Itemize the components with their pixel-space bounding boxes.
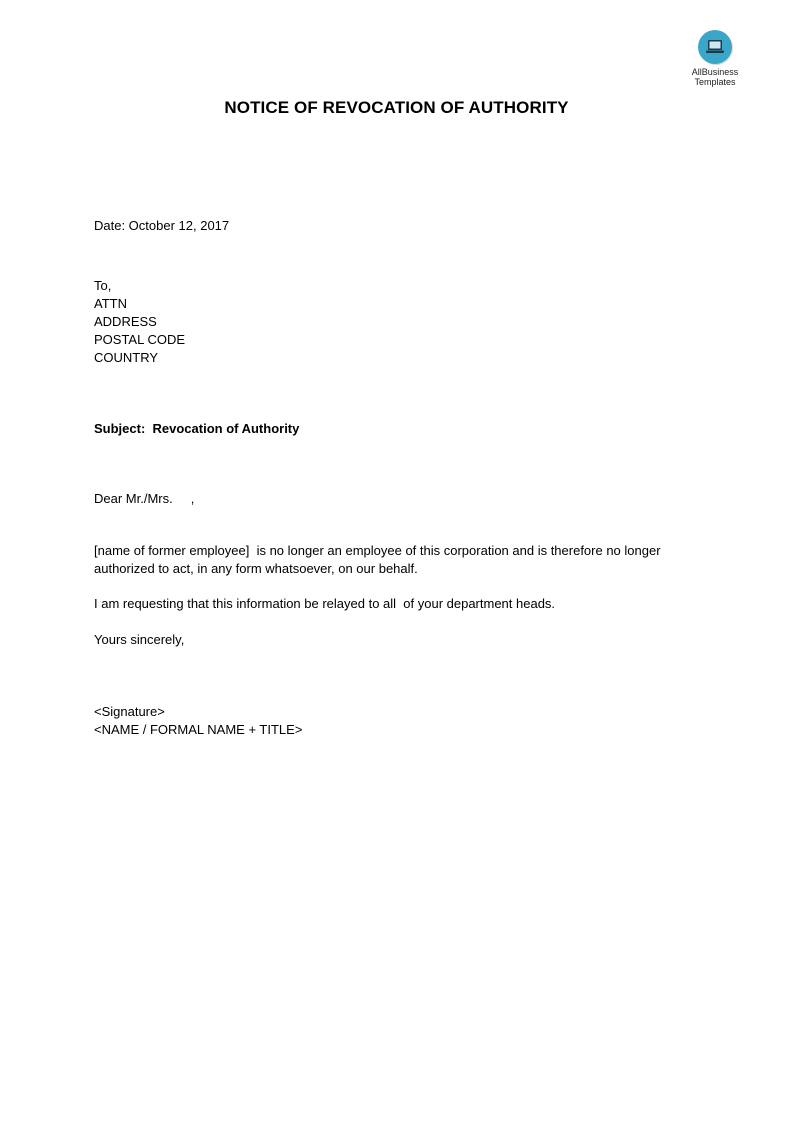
recipient-postal-code: POSTAL CODE bbox=[94, 332, 186, 347]
recipient-address: ADDRESS bbox=[94, 314, 157, 329]
logo-text-line2: Templates bbox=[694, 77, 736, 87]
salutation: Dear Mr./Mrs. , bbox=[94, 491, 195, 506]
body-paragraph-1-line-1: [name of former employee] is no longer an employee of this corporation and is therefore no longer bbox=[94, 543, 661, 558]
date-line: Date: October 12, 2017 bbox=[94, 218, 230, 233]
subject-line: Subject: Revocation of Authority bbox=[94, 421, 300, 436]
logo-text bbox=[684, 67, 746, 87]
recipient-to: To, bbox=[94, 278, 112, 293]
logo-circle bbox=[698, 30, 732, 64]
body-paragraph-2: I am requesting that this information be relayed to all of your department heads. bbox=[94, 596, 556, 611]
allbusiness-templates-logo bbox=[684, 30, 746, 87]
recipient-country: COUNTRY bbox=[94, 350, 159, 365]
signature-placeholder: <Signature> bbox=[94, 704, 165, 719]
logo-text-line1: AllBusiness bbox=[691, 67, 739, 77]
name-title-placeholder: <NAME / FORMAL NAME + TITLE> bbox=[94, 722, 303, 737]
body-paragraph-1-line-2: authorized to act, in any form whatsoever, on our behalf. bbox=[94, 561, 418, 576]
laptop-icon bbox=[705, 39, 725, 55]
document-title: NOTICE OF REVOCATION OF AUTHORITY bbox=[224, 98, 569, 117]
closing-line: Yours sincerely, bbox=[94, 632, 185, 647]
recipient-attn: ATTN bbox=[94, 296, 127, 311]
